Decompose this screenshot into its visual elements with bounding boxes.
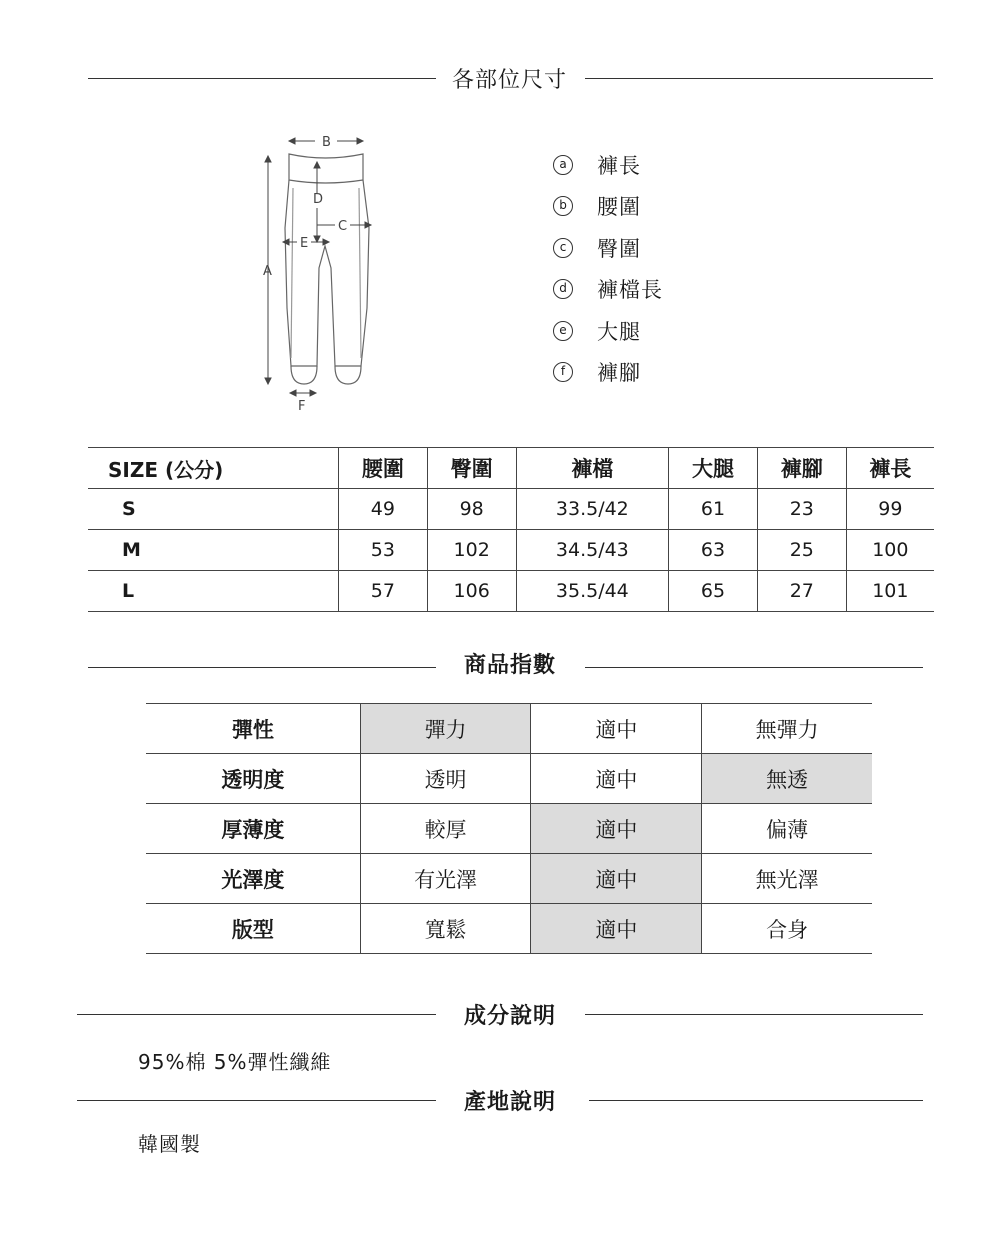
index-option-selected: 適中	[531, 804, 702, 854]
diagram-label-d: D	[313, 192, 324, 207]
index-option: 寬鬆	[360, 904, 531, 954]
left-seam-shape	[291, 188, 293, 358]
index-option: 透明	[360, 754, 531, 804]
index-label: 透明度	[146, 754, 360, 804]
size-cell: 57	[339, 571, 428, 612]
diagram-label-b: B	[322, 135, 331, 150]
index-option: 合身	[702, 904, 872, 954]
size-cell: 98	[427, 489, 516, 530]
size-table-header-row	[88, 448, 934, 489]
measurement-legend	[553, 144, 663, 393]
legend-label: 褲檔長	[597, 278, 663, 303]
section-divider-right	[585, 78, 933, 79]
size-cell: 99	[846, 489, 934, 530]
legend-item	[553, 310, 663, 352]
legend-item	[553, 186, 663, 228]
table-row	[88, 489, 934, 530]
size-cell: 102	[427, 530, 516, 571]
size-header: 褲腳	[757, 448, 846, 489]
table-row	[146, 904, 872, 954]
size-header: 褲檔	[516, 448, 669, 489]
index-label: 版型	[146, 904, 360, 954]
index-option-selected: 適中	[531, 854, 702, 904]
material-text: 95%棉 5%彈性纖維	[138, 1050, 332, 1074]
section-divider-left	[77, 1100, 436, 1101]
pants-diagram	[255, 128, 385, 413]
size-header: 臀圍	[427, 448, 516, 489]
legend-item	[553, 144, 663, 186]
size-header: 大腿	[669, 448, 758, 489]
diagram-label-f: F	[298, 399, 306, 413]
size-cell: 23	[757, 489, 846, 530]
table-row	[146, 804, 872, 854]
index-option: 較厚	[360, 804, 531, 854]
size-table	[88, 447, 934, 612]
pants-outline	[285, 180, 369, 366]
legend-label: 褲腳	[597, 361, 641, 386]
size-cell: 106	[427, 571, 516, 612]
size-cell: 61	[669, 489, 758, 530]
diagram-label-a: A	[263, 264, 272, 279]
legend-label: 臀圍	[597, 236, 641, 261]
size-cell: S	[88, 489, 339, 530]
index-option-selected: 彈力	[360, 704, 531, 754]
legend-mark: a	[553, 155, 573, 175]
size-cell: M	[88, 530, 339, 571]
material-title: 成分說明	[464, 1004, 557, 1029]
section-divider-left	[88, 78, 436, 79]
size-cell: 53	[339, 530, 428, 571]
index-option-selected: 無透	[702, 754, 872, 804]
size-cell: 35.5/44	[516, 571, 669, 612]
size-header: SIZE (公分)	[88, 448, 339, 489]
section-divider-left	[88, 667, 436, 668]
size-cell: 65	[669, 571, 758, 612]
index-title: 商品指數	[464, 653, 557, 678]
legend-item	[553, 227, 663, 269]
index-option: 無彈力	[702, 704, 872, 754]
legend-item	[553, 352, 663, 394]
size-header: 褲長	[846, 448, 934, 489]
section-divider-right	[589, 1100, 923, 1101]
index-label: 厚薄度	[146, 804, 360, 854]
legend-mark: b	[553, 196, 573, 216]
diagram-label-c: C	[338, 219, 348, 234]
product-index-table	[146, 703, 872, 954]
legend-label: 褲長	[597, 153, 641, 178]
index-option: 適中	[531, 754, 702, 804]
left-cuff-shape	[291, 366, 317, 384]
size-cell: 25	[757, 530, 846, 571]
right-cuff-shape	[335, 366, 361, 384]
index-label: 光澤度	[146, 854, 360, 904]
origin-text: 韓國製	[138, 1132, 201, 1156]
waistband-shape	[289, 154, 363, 183]
size-cell: 27	[757, 571, 846, 612]
size-cell: 101	[846, 571, 934, 612]
size-cell: 34.5/43	[516, 530, 669, 571]
legend-label: 腰圍	[597, 195, 641, 220]
table-row	[146, 754, 872, 804]
size-header: 腰圍	[339, 448, 428, 489]
legend-mark: e	[553, 321, 573, 341]
size-cell: 63	[669, 530, 758, 571]
legend-label: 大腿	[597, 319, 641, 344]
diagram-label-e: E	[300, 236, 309, 251]
legend-mark: d	[553, 279, 573, 299]
section-divider-right	[585, 1014, 923, 1015]
table-row	[88, 571, 934, 612]
table-row	[88, 530, 934, 571]
index-option: 無光澤	[702, 854, 872, 904]
origin-title: 產地說明	[464, 1090, 557, 1115]
legend-mark: c	[553, 238, 573, 258]
index-option: 適中	[531, 704, 702, 754]
index-option: 有光澤	[360, 854, 531, 904]
size-cell: L	[88, 571, 339, 612]
index-option-selected: 適中	[531, 904, 702, 954]
index-label: 彈性	[146, 704, 360, 754]
right-seam-shape	[359, 188, 361, 358]
index-option: 偏薄	[702, 804, 872, 854]
size-cell: 100	[846, 530, 934, 571]
table-row	[146, 704, 872, 754]
size-cell: 49	[339, 489, 428, 530]
section-divider-right	[585, 667, 923, 668]
size-cell: 33.5/42	[516, 489, 669, 530]
legend-item	[553, 269, 663, 311]
table-row	[146, 854, 872, 904]
measurements-title: 各部位尺寸	[452, 68, 568, 93]
section-divider-left	[77, 1014, 436, 1015]
legend-mark: f	[553, 362, 573, 382]
